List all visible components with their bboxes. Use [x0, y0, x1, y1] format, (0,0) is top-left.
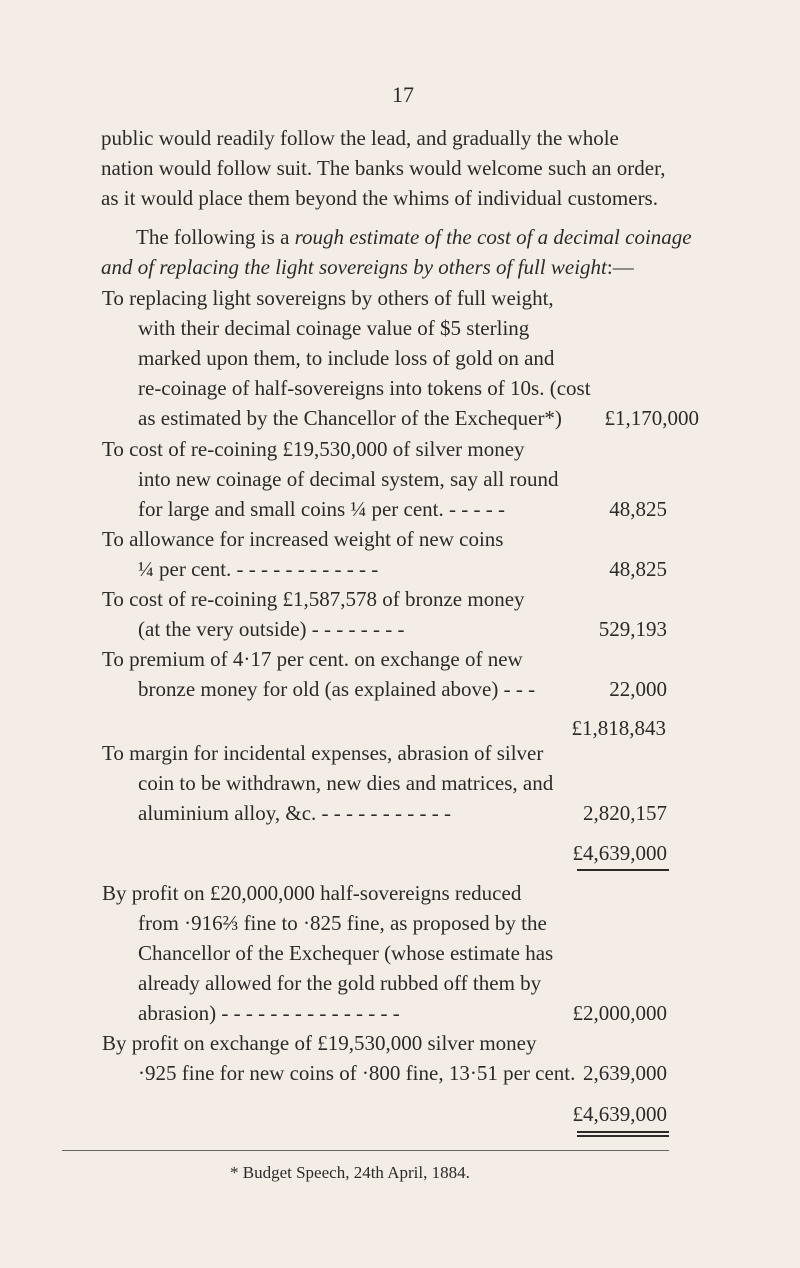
total-2-rule-1: [577, 1131, 669, 1133]
margin-amount: 2,820,157: [583, 801, 667, 825]
item-3-amount: 48,825: [609, 557, 667, 581]
profit-1-line-1: By profit on £20,000,000 half-sovereigns reduced: [102, 881, 522, 905]
page-number: 17: [392, 82, 414, 107]
item-4-line-2: (at the very outside) - - - - - - - -: [138, 617, 405, 641]
item-2-amount: 48,825: [609, 497, 667, 521]
item-1-amount: £1,170,000: [604, 406, 699, 430]
heading-italic-2: and of replacing the light sovereigns by others of full weight: [101, 255, 607, 279]
item-4-amount: 529,193: [598, 617, 667, 641]
item-3-line-2: ¼ per cent. - - - - - - - - - - - -: [138, 557, 379, 581]
item-4-line-1: To cost of re-coining £1,587,578 of bronze money: [102, 587, 525, 611]
item-1-line-1: To replacing light sovereigns by others of full weight,: [102, 286, 554, 310]
total-1: £4,639,000: [572, 841, 667, 865]
intro-line-3: as it would place them beyond the whims of individual customers.: [101, 186, 658, 210]
heading-lead: The following is a: [136, 225, 295, 249]
profit-1-line-4: already allowed for the gold rubbed off them by: [138, 971, 542, 995]
margin-line-2: coin to be withdrawn, new dies and matrices, and: [138, 771, 554, 795]
profit-1-amount: £2,000,000: [572, 1001, 667, 1025]
item-5-amount: 22,000: [609, 677, 667, 701]
total-2-rule-2: [577, 1135, 669, 1137]
item-1-line-4: re-coinage of half-sovereigns into tokens of 10s. (cost: [138, 376, 591, 400]
item-2-line-3: for large and small coins ¼ per cent. - - - - -: [138, 497, 505, 521]
item-2-line-2: into new coinage of decimal system, say all round: [138, 467, 559, 491]
item-1-line-2: with their decimal coinage value of $5 sterling: [138, 316, 530, 340]
margin-line-1: To margin for incidental expenses, abrasion of silver: [102, 741, 544, 765]
total-1-rule: [577, 869, 669, 871]
profit-1-line-2: from ·916⅔ fine to ·825 fine, as proposed by the: [138, 911, 547, 935]
total-2: £4,639,000: [572, 1102, 667, 1126]
profit-2-line-1: By profit on exchange of £19,530,000 silver money: [102, 1031, 537, 1055]
item-1-line-5: as estimated by the Chancellor of the Exchequer*): [138, 406, 562, 430]
heading-line-1: [136, 225, 692, 250]
item-5-line-2: bronze money for old (as explained above) - - -: [138, 677, 536, 701]
heading-italic-1: rough estimate of the cost of a decimal coinage: [294, 225, 692, 249]
margin-line-3: aluminium alloy, &c. - - - - - - - - - - -: [138, 801, 451, 825]
intro-line-1: public would readily follow the lead, and gradually the whole: [101, 126, 619, 150]
item-1-line-3: marked upon them, to include loss of gold on and: [138, 346, 555, 370]
item-5-line-1: To premium of 4·17 per cent. on exchange of new: [102, 647, 523, 671]
item-3-line-1: To allowance for increased weight of new coins: [102, 527, 504, 551]
heading-tail: :—: [606, 255, 634, 279]
profit-1-line-5: abrasion) - - - - - - - - - - - - - - -: [138, 1001, 400, 1025]
heading-line-2: [101, 255, 634, 280]
footnote-separator: [62, 1150, 669, 1151]
profit-2-line-2: ·925 fine for new coins of ·800 fine, 13·51 per cent.: [138, 1061, 576, 1085]
profit-2-amount: 2,639,000: [583, 1061, 667, 1085]
item-2-line-1: To cost of re-coining £19,530,000 of silver money: [102, 437, 525, 461]
subtotal-1: £1,818,843: [571, 716, 666, 740]
profit-1-line-3: Chancellor of the Exchequer (whose estimate has: [138, 941, 554, 965]
footnote: * Budget Speech, 24th April, 1884.: [230, 1163, 470, 1182]
intro-line-2: nation would follow suit. The banks would welcome such an order,: [101, 156, 666, 180]
